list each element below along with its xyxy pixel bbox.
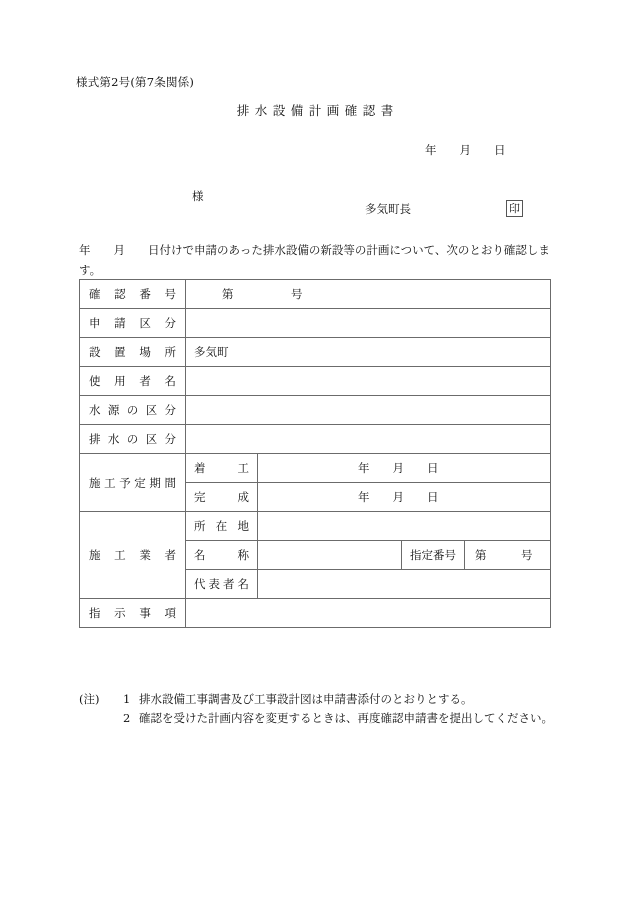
table-row-user-name	[80, 367, 551, 396]
issue-date-line: 年 月 日	[425, 143, 506, 157]
table-row-installation-place	[80, 338, 551, 367]
table-row-confirmation-number	[80, 280, 551, 309]
row-label-instructions: 指示事項	[80, 599, 186, 628]
footnote-number: 2	[123, 711, 131, 725]
row-value-drainage-category[interactable]	[186, 425, 551, 454]
issuer-name: 多気町長	[365, 202, 411, 216]
row-label-confirmation-number: 確認番号	[80, 280, 186, 309]
form-code: 様式第2号(第7条関係)	[76, 75, 195, 89]
row-value-instructions[interactable]	[186, 599, 551, 628]
row-label-contractor-representative: 代表者名	[186, 570, 258, 599]
confirmation-table	[79, 279, 551, 628]
document-title: 排水設備計画確認書	[236, 103, 399, 118]
body-paragraph-tail: とおり確認します。	[79, 243, 550, 277]
table-row-instructions	[80, 599, 551, 628]
table-row-drainage-category	[80, 425, 551, 454]
addressee-suffix: 様	[192, 189, 204, 203]
row-label-water-source-category: 水源の区分	[80, 396, 186, 425]
row-value-construction-start[interactable]: 年 月 日	[258, 454, 551, 483]
footnote-tag: (注)	[79, 692, 100, 706]
body-paragraph-lead: 年 月 日付けで申請のあった排水設備の新設等の計画について、次の	[79, 243, 470, 257]
row-label-user-name: 使用者名	[80, 367, 186, 396]
footnote-number: 1	[123, 692, 131, 706]
row-label-drainage-category: 排水の区分	[80, 425, 186, 454]
footnotes	[79, 690, 559, 728]
row-value-construction-finish[interactable]: 年 月 日	[258, 483, 551, 512]
row-value-confirmation-number[interactable]: 第 号	[186, 280, 551, 309]
row-label-installation-place: 設置場所	[80, 338, 186, 367]
row-value-user-name[interactable]	[186, 367, 551, 396]
row-value-application-category[interactable]	[186, 309, 551, 338]
row-label-construction-finish: 完成	[186, 483, 258, 512]
footnote-text: 排水設備工事調書及び工事設計図は申請書添付のとおりとする。	[139, 692, 473, 706]
footnote-text: 確認を受けた計画内容を変更するときは、再度確認申請書を提出してください。	[139, 711, 553, 725]
footnote-item	[79, 690, 559, 709]
row-value-contractor-name[interactable]	[258, 541, 402, 570]
table-row-contractor-address	[80, 512, 551, 541]
row-label-construction-start: 着工	[186, 454, 258, 483]
row-value-designation-number[interactable]: 第 号	[465, 541, 551, 570]
table-row-construction-start	[80, 454, 551, 483]
footnote-item	[79, 709, 559, 728]
row-label-designation-number: 指定番号	[402, 541, 465, 570]
row-value-contractor-address[interactable]	[258, 512, 551, 541]
row-label-contractor-name: 名称	[186, 541, 258, 570]
row-label-contractor-address: 所在地	[186, 512, 258, 541]
body-paragraph	[79, 240, 551, 280]
row-label-construction-period: 施工予定期間	[80, 454, 186, 512]
row-value-contractor-representative[interactable]	[258, 570, 551, 599]
table-row-water-source-category	[80, 396, 551, 425]
table-row-application-category	[80, 309, 551, 338]
row-label-application-category: 申請区分	[80, 309, 186, 338]
row-value-installation-place[interactable]: 多気町	[186, 338, 551, 367]
row-label-contractor: 施工業者	[80, 512, 186, 599]
seal-stamp-box: 印	[506, 200, 523, 217]
row-value-water-source-category[interactable]	[186, 396, 551, 425]
